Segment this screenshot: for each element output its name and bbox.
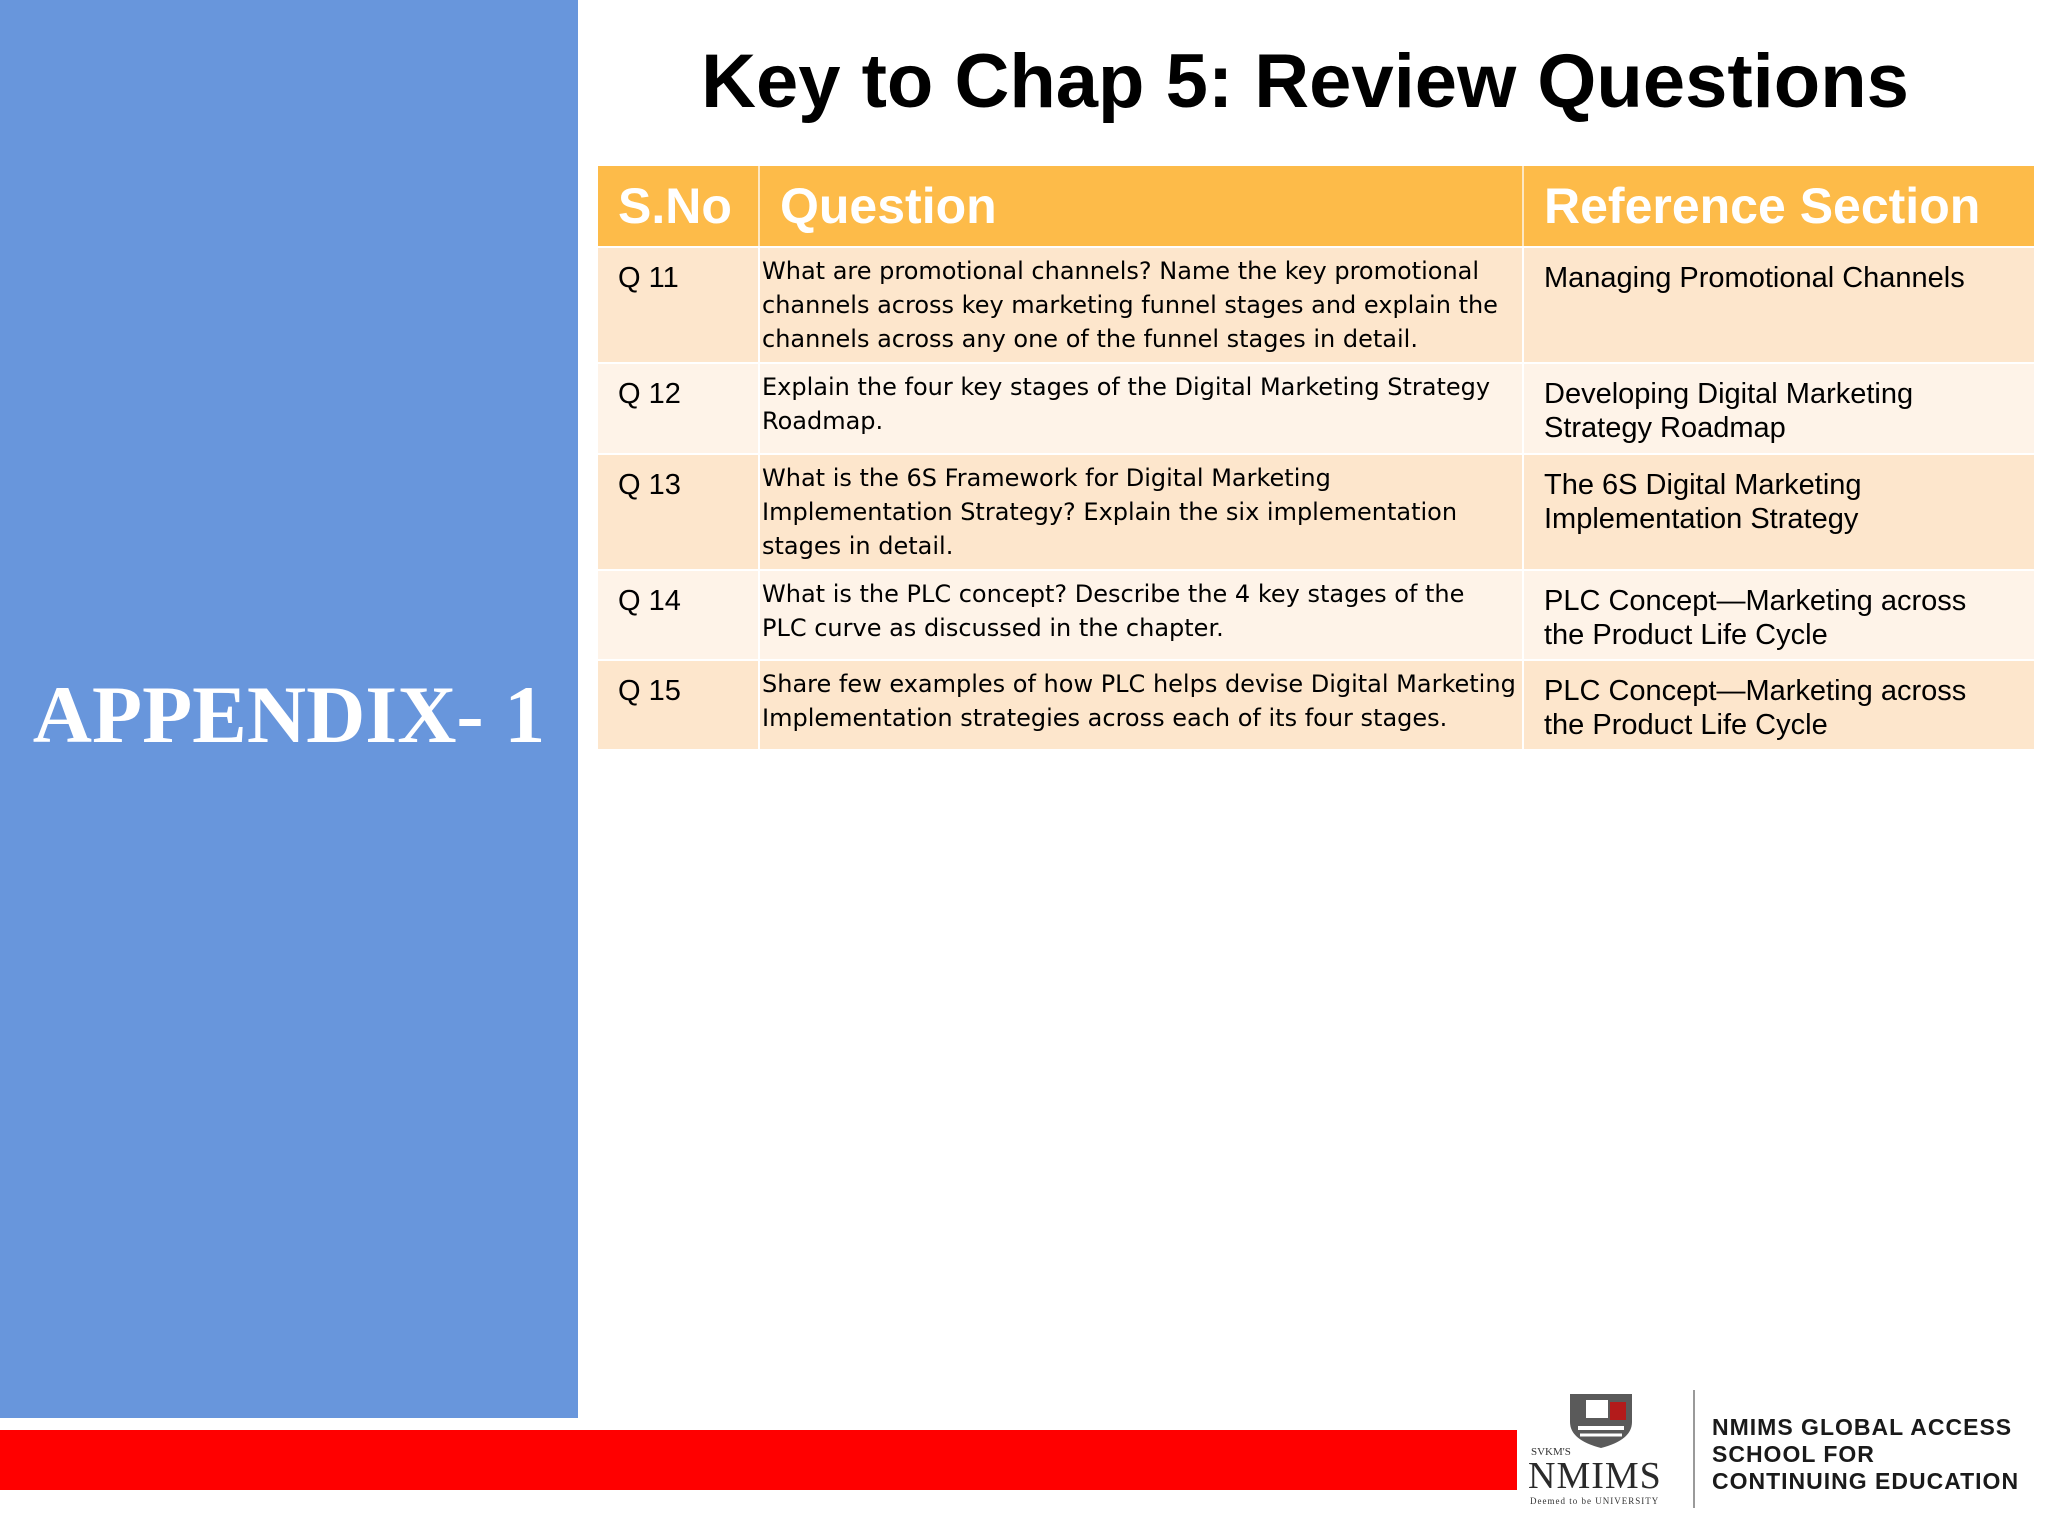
row-reference: PLC Concept—Marketing across the Product Life Cycle: [1523, 660, 2034, 750]
table-row: [598, 247, 2034, 363]
row-reference: Developing Digital Marketing Strategy Roadmap: [1523, 363, 2034, 454]
footer-divider: [1693, 1390, 1695, 1508]
nmims-logo: [1528, 1388, 1678, 1508]
footer-bar: [0, 1430, 1517, 1490]
org-name: [1712, 1414, 2019, 1495]
row-question: Share few examples of how PLC helps devise Digital Marketing Implementation strategies across each of its four stages.: [759, 660, 1523, 750]
row-reference: PLC Concept—Marketing across the Product Life Cycle: [1523, 570, 2034, 660]
shield-icon: [1528, 1388, 1678, 1450]
org-name-line: SCHOOL FOR: [1712, 1441, 1875, 1467]
column-header-reference: Reference Section: [1523, 166, 2034, 247]
org-name-line: NMIMS GLOBAL ACCESS: [1712, 1414, 2013, 1440]
table-row: [598, 660, 2034, 750]
row-question: What is the 6S Framework for Digital Marketing Implementation Strategy? Explain the six implementation stages in detail.: [759, 454, 1523, 570]
column-header-question: Question: [759, 166, 1523, 247]
column-header-sno: S.No: [598, 166, 759, 247]
row-reference: The 6S Digital Marketing Implementation Strategy: [1523, 454, 2034, 570]
row-question: Explain the four key stages of the Digital Marketing Strategy Roadmap.: [759, 363, 1523, 454]
review-questions-table: [598, 166, 2034, 751]
row-question: What is the PLC concept? Describe the 4 key stages of the PLC curve as discussed in the chapter.: [759, 570, 1523, 660]
row-reference: Managing Promotional Channels: [1523, 247, 2034, 363]
page-title: Key to Chap 5: Review Questions: [701, 39, 1909, 124]
table-row: [598, 454, 2034, 570]
row-question: What are promotional channels? Name the key promotional channels across key marketing funnel stages and explain the channels across any one of the funnel stages in detail.: [759, 247, 1523, 363]
org-name-line: CONTINUING EDUCATION: [1712, 1468, 2020, 1494]
row-sno: Q 12: [598, 363, 759, 454]
table-row: [598, 570, 2034, 660]
logo-prefix: SVKM'S: [1531, 1446, 1571, 1458]
table-header-row: [598, 166, 2034, 247]
logo-name: NMIMS: [1528, 1455, 1662, 1497]
row-sno: Q 13: [598, 454, 759, 570]
logo-tagline: Deemed to be UNIVERSITY: [1530, 1496, 1660, 1506]
appendix-label: APPENDIX- 1: [32, 669, 546, 760]
row-sno: Q 15: [598, 660, 759, 750]
row-sno: Q 14: [598, 570, 759, 660]
table-row: [598, 363, 2034, 454]
row-sno: Q 11: [598, 247, 759, 363]
